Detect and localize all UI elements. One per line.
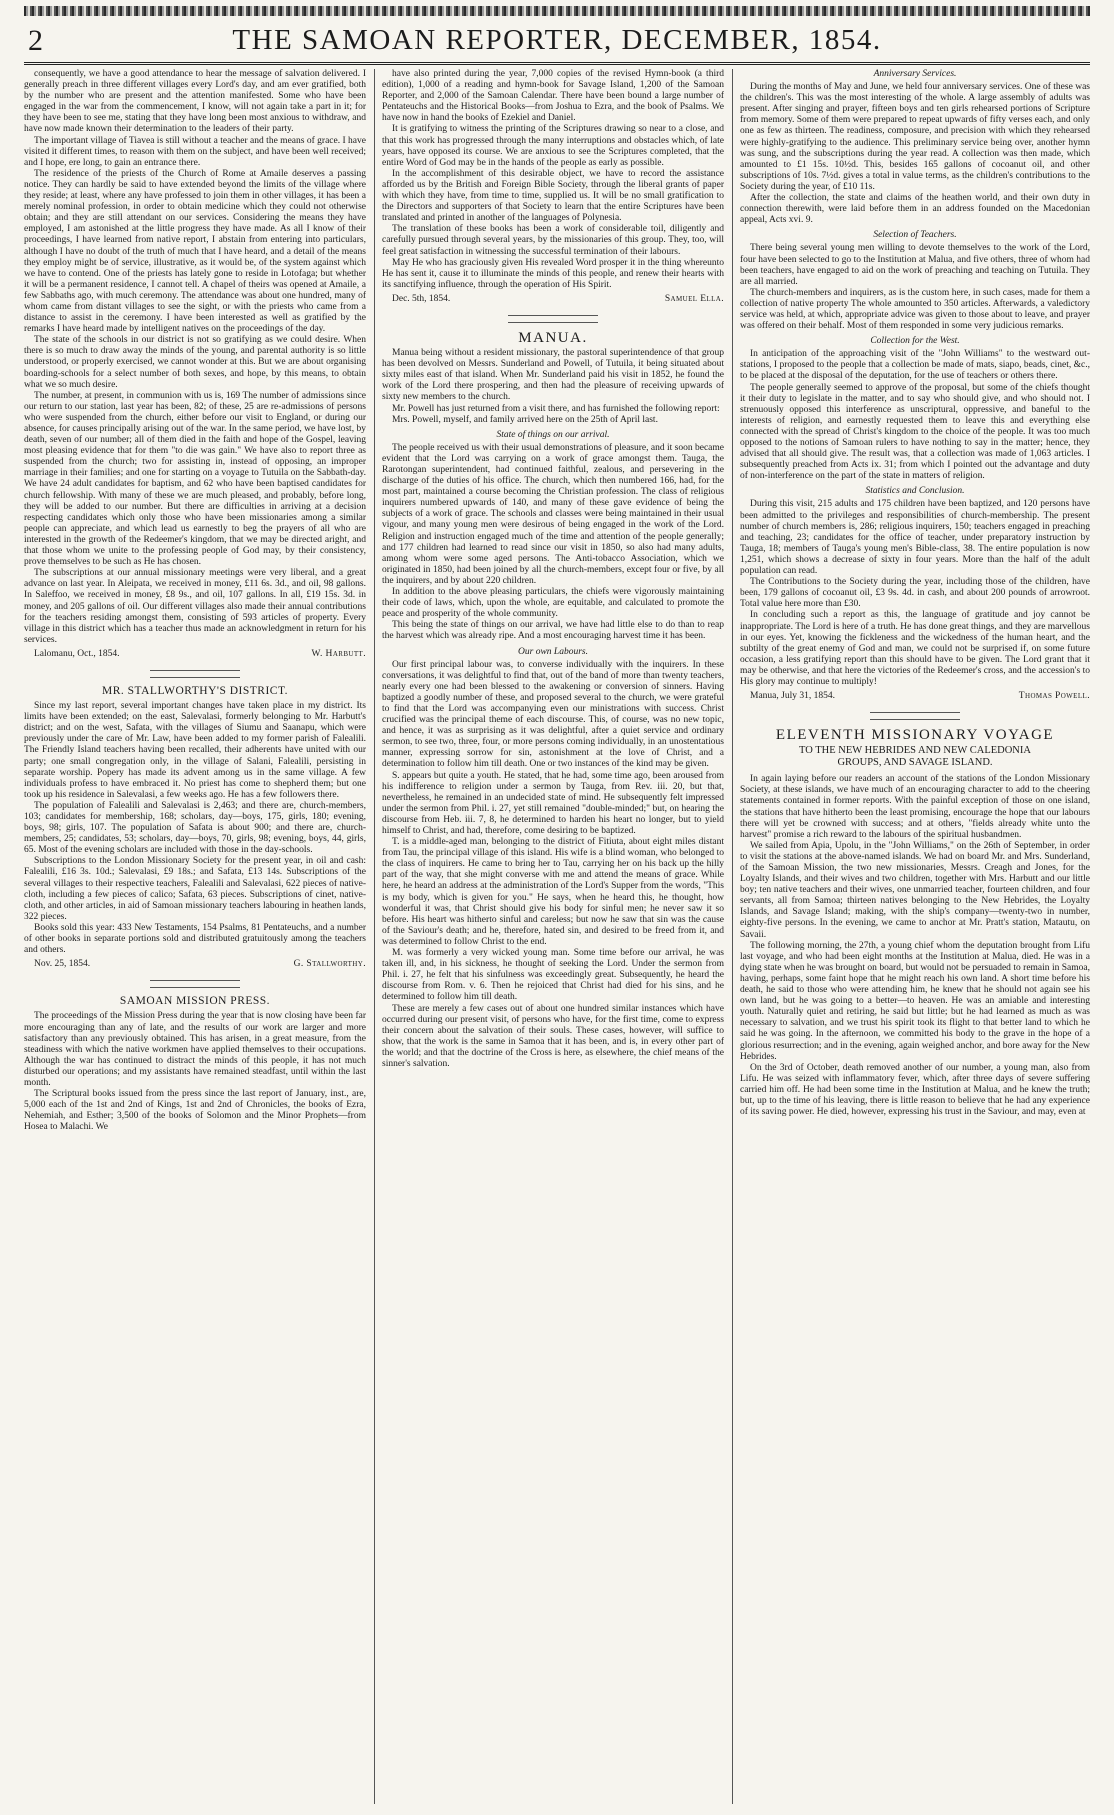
paragraph: On the 3rd of October, death removed another of our number, a young man, also from Lifu. He was seized with inflammatory fever, which, after three days of severe suffering carried him off. He had been some time in the Institution at Malua, and he knew the truth; but, up to the time of his leaving, there is little reason to believe that he had any experience of its saving power. He died, however, expressing his trust in the Saviour, and may, even at [740,1062,1090,1118]
paragraph: M. was formerly a very wicked young man. Some time before our arrival, he was taken ill, and, in his sickness, he thought of seeking the Lord. Under the sermon from Phil. i. 27, he felt that his sinfulness was exceedingly great. Subsequently, he heard the discourse from Rom. v. 6. Then he rejoiced that Christ had died for his sins, and he determined to follow him till death. [382,948,724,1003]
article-body [24,69,366,646]
paragraph: The important village of Tiavea is still without a teacher and the means of grace. I have visited it different times, to reason with them on the subject, and have been well received; and I hope, ere long, to gain an entrance there. [24,135,366,168]
paragraph: We sailed from Apia, Upolu, in the "John Williams," on the 26th of September, in order to visit the stations at the above-named islands. We had on board Mr. and Mrs. Sunderland, of the Samoan Mission, the two new missionaries, Messrs. Creagh and Jones, for the Loyalty Islands, and their wives and two children, together with Mrs. Harbutt and our little boy; ten native teachers and their wives, one unmarried teacher, fourteen children, and four servants, all from Samoa; thirteen natives belonging to the New Hebrides, the Loyalty Islands, and Savage Island; making, with the ship's company—twenty-two in number, eighty-five persons. In the evening, we came to anchor at Mr. Pratt's station, Matautu, on Savaii. [740,840,1090,940]
paragraph: In concluding such a report as this, the language of gratitude and joy cannot be inappropriate. The Lord is here of a truth. He has done great things, and they are marvellous in our eyes. Yet, knowing the fickleness and the wickedness of the human heart, and the subtilty of the great enemy of God and man, we could not be surprised if, on some future occasion, a less gratifying report than this should have to be given. The Lord grant that it may be otherwise, and that here the victories of the Redeemer's cross, and the accession's to His glory may continue to multiply! [740,610,1090,687]
section-divider [150,980,240,988]
article-body [24,701,366,956]
article-body [740,774,1090,1118]
paragraph: The proceedings of the Mission Press during the year that is now closing have been far more encouraging than any of late, and the results of our work are larger and more satisfactory than any previously obtained. This has arisen, in a great measure, from the steadiness with which the native workmen have applied themselves to their occupations. Although the war has continued to distract the minds of this people, it has not much disturbed our operations; and my assistants have remained steadfast, until within the last month. [24,1011,366,1088]
section-heading: SAMOAN MISSION PRESS. [119,995,271,1008]
paragraph: May He who has graciously given His revealed Word prosper it in the thing whereunto He has sent it, cause it to illuminate the minds of this people, and renew their hearts with its sanctifying influence, through the operation of His Spirit. [382,257,724,290]
subsection-heading: Selection of Teachers. [873,230,957,241]
page-number: 2 [28,24,43,57]
paragraph: The state of the schools in our district is not so gratifying as we could desire. When there is so much to draw away the minds of the young, and parental authority is so little understood, or properly exercised, we cannot wonder at this. But we are about organising boarding-schools for a select number of both sexes, and hope, by this means, to obtain what we so much desire. [24,335,366,390]
paragraph: Since my last report, several important changes have taken place in my district. Its limits have been extended; on the east, Salevalasi, formerly belonging to Mr. Harbutt's district; and on the west, Safata, with the villages of Siumu and Saanapu, which were previously under the care of Mr. Law, have been added to my former parish of Falealili. The Friendly Island teachers having been recalled, their adherents have united with our party; one small congregation only, in the village of Salani, Falealili, persisting in separate worship. Popery has made its advent among us in the same village. A few individuals profess to have embraced it. No priest has come to shepherd them; but one took up his residence in Salevalasi, a few weeks ago. He has a few followers there. [24,701,366,800]
paragraph: The residence of the priests of the Church of Rome at Amaile deserves a passing notice. They can hardly be said to have extended beyond the limits of the village where they reside; at least, where any have professed to join them in other villages, it has been a merely nominal profession, in order to obtain medicine which they could not otherwise obtain; and they are still attendant on our services. Considering the means they have employed, I am astonished at the little progress they have made. As all I know of their proceedings, I have learned from native report, I abstain from entering into particulars, although I have no doubt of the truth of much that I have heard, and a detail of the means they employ might be of service, illustrative, as it would be, of the system against which we have to contend. One of the priests has lately gone to reside in Lotofaga; but whether it will be a permanent residence, I cannot tell. A chapel of theirs was opened at Amaile, a few Sabbaths ago, with much ceremony. The attendance was about one hundred, many of whom came from distant villages to see the sight, or with the priests who came from a distance to assist in the ceremony. I have been interested as well as gratified by the remarks I have heard made by intelligent natives on the proceedings of the day. [24,168,366,335]
paragraph: During this visit, 215 adults and 175 children have been baptized, and 120 persons have been admitted to the privileges and responsibilities of church-membership. The present number of church members is, 286; religious inquirers, 150; teachers engaged in preaching and teaching, 23; candidates for the office of teacher, under preparatory instruction by Tauga, 18; members of Tauga's young men's Bible-class, 38. The entire population is now 1,251, which shows a decrease of sixty in four years. More than the half of the adult population can read. [740,499,1090,577]
paragraph: Manua being without a resident missionary, the pastoral superintendence of that group has been devolved on Messrs. Sunderland and Powell, of Tutuila, it being situated about sixty miles east of that island. When Mr. Sunderland paid his visit in 1852, he found the work of the Lord there prospering, and then had the pleasure of receiving upwards of sixty new members to the church. [382,348,724,403]
columns [24,69,1090,1804]
signature-line [740,691,1090,702]
article-body [382,660,724,1070]
subheading-line: GROUPS, AND SAVAGE ISLAND. [837,757,993,769]
signature-line [24,959,366,970]
paragraph: The people received us with their usual demonstrations of pleasure, and it soon became evident that the Lord was carrying on a work of grace amongst them. Tauga, the Rarotongan superintendent, had continued faithful, zealous, and persevering in the discharge of the duties of his office. The church, which then numbered 166, had, for the most part, maintained a course becoming the Christian profession. The class of religious inquirers numbered upwards of 140, and many of these gave evidence of being the subjects of a work of grace. The schools and classes were being maintained in their usual vigour, and many young men were desirous of being engaged in the work of the Lord. Religion and instruction engaged much of the time and attention of the people generally; and 177 children had learned to read since our visit in 1850, so also had many adults, among whom were some aged persons. The Anti-tobacco Association, which we originated in 1850, had been joined by all the church-members, except four or five, by all the inquirers, and by about 220 children. [382,442,724,586]
paragraph: After the collection, the state and claims of the heathen world, and their own duty in connection therewith, were laid before them in an address founded on the Macedonian appeal, Acts xvi. 9. [740,193,1090,226]
signature-line [382,294,724,305]
paragraph: Our first principal labour was, to converse individually with the inquirers. In these conversations, it was delightful to find that, out of the band of more than twenty teachers, nearly every one had been blessed to the awakening or conversion of sinners. Having baptized a goodly number of these, and proposed several to the church, we were grateful to find that the Lord was accompanying even our ministrations with success. Christ crucified was the principal theme of each discourse. This, of course, was no new topic, and hence, it was as surprising as it was delightful, after a quiet service and ordinary sermon, to see two, three, four, or more persons coming individually, in an unostentatious manner, expressing sorrow for sin, astonishment at the love of Christ, and a determination to follow him till death. One or two instances of the kind may be given. [382,659,724,770]
masthead [24,18,1090,65]
signature-line [24,649,366,660]
signature-name: G. Stallworthy. [293,959,366,970]
paragraph: The subscriptions at our annual missionary meetings were very liberal, and a great advance on last year. In Aleipata, we received in money, £11 6s. 3d., and oil, 98 gallons. In Saleffoo, we received in money, £8 9s., and oil, 107 gallons. In all, £19 15s. 3d. in money, and 205 gallons of oil. Our different villages also made their annual contributions for the teachers residing amongst them, consisting of 593 articles of property. Every village in this district which has a teacher thus made an acknowledgment in return for his services. [24,568,366,645]
article-body [740,499,1090,688]
signature-place: Manua, July 31, 1854. [750,691,835,702]
paragraph: In the accomplishment of this desirable object, we have to record the assistance afforded us by the British and Foreign Bible Society, through the liberal grants of paper with which they have, from time to time, supplied us. It will be no small gratification to the Directors and supporters of that Society to learn that the entire Scriptures have been translated and printed in another of the languages of Polynesia. [382,168,724,224]
paragraph: Mr. Powell has just returned from a visit there, and has furnished the following report: [392,403,720,414]
section-heading: MR. STALLWORTHY'S DISTRICT. [101,684,289,697]
signature-place: Nov. 25, 1854. [34,959,91,970]
paragraph: The Contributions to the Society during the year, including those of the children, have been, 179 gallons of cocoanut oil, £3 9s. 4d. in cash, and about 200 pounds of arrowroot. Total value here more than £30. [740,577,1090,610]
paragraph: consequently, we have a good attendance to hear the message of salvation delivered. I generally preach in three different villages every Lord's day, and am ever gratified, both by the number who are present and the attention manifested. Some who have been engaged in the war from the commencement, I know, will not again take a part in it; for they have been to see me, stating that they have long been most anxious to withdraw, and have now made known their determination to the leaders of their party. [24,69,366,135]
subsection-heading: Anniversary Services. [873,69,957,79]
paragraph: T. is a middle-aged man, belonging to the district of Fitiuta, about eight miles distant from Tau, the principal village of this island. His wife is a blind woman, who belonged to the class of inquirers. He came to bring her to Tau, carrying her on his back up the hilly part of the way, that she might converse with me and attend the means of grace. While here, he heard an address at the administration of the Lord's Supper from the words, "This is my body, which is given for you." He says, when he heard this, he thought, how wonderful it was, that Christ should give his body for sinful men; he never saw it so before. His heart was hitherto sinful and careless; but now he saw that sin was the cause of the Saviour's death; and he, therefore, hated sin, and desired to be freed from it, and was determined to follow Christ to the end. [382,837,724,947]
signature-name: Samuel Ella. [664,293,724,304]
paragraph: In anticipation of the approaching visit of the "John Williams" to the westward out-stations, I proposed to the people that a collection be made of mats, siapo, beads, cinet, &c., to be placed at the disposal of the deputation, for the use of teachers or others there. [740,349,1090,382]
paragraph: have also printed during the year, 7,000 copies of the revised Hymn-book (a third edition), 1,000 of a reading and hymn-book for Savage Island, 1,200 of the Samoan Reporter, and 2,000 of the Samoan Calendar. There have been bound a large number of Pentateuchs and the Historical Books—from Joshua to Ezra, and the book of Psalms. We have now in hand the books of Ezekiel and Daniel. [382,69,724,124]
section-divider [870,712,960,720]
signature-place: Lalomanu, Oct., 1854. [34,648,120,659]
paragraph: Subscriptions to the London Missionary Society for the present year, in oil and cash: Falealili, £16 3s. 10d.; Salevalasi, £9 18s.; and Safata, £13 14s. Subscriptions of the several villages to their respective teachers, Falealili and Salevalasi, 622 pieces of native-cloth, including a few pieces of calico; Safata, 63 pieces. Subscriptions of cinet, native-cloth, and other articles, in aid of Samoan missionary teachers labouring in heathen lands, 322 pieces. [24,856,366,922]
article-body [382,348,724,426]
paragraph: The Scriptural books issued from the press since the last report of January, inst., are, 5,000 each of the 1st and 2nd of Kings, 1st and 2nd of Chronicles, the books of Ezra, Nehemiah, and Esther; 3,500 of the books of Solomon and the Minor Prophets—from Hosea to Malachi. We [24,1089,366,1133]
subheading-line: TO THE NEW HEBRIDES AND NEW CALEDONIA [799,745,1031,757]
paragraph: The church-members and inquirers, as is the custom here, in such cases, made for them a collection of native property The whole amounted to 350 articles. Afterwards, a valedictory service was held, at which, appropriate advice was given to those about to leave, and prayer was offered on their behalf. Most of them responded in some very judicious remarks. [740,287,1090,332]
signature-place: Dec. 5th, 1854. [392,293,451,304]
signature-name: Thomas Powell. [1018,691,1090,702]
paragraph: It is gratifying to witness the printing of the Scriptures drawing so near to a close, and that this work has progressed through the many interruptions and obstacles which, of late years, have opposed its course. We are anxious to see the Scriptures completed, that the entire Word of God may be in the hands of the people as early as possible. [382,124,724,168]
section-divider [150,670,240,678]
column-rule [732,69,733,1804]
section-divider [508,315,598,323]
paragraph: The translation of these books has been a work of considerable toil, diligently and carefully pursued through several years, by the missionaries of this group. They, too, will feel great satisfaction in witnessing the successful termination of their labours. [382,224,724,257]
harbutt-report [24,69,366,660]
paragraph: Mrs. Powell, myself, and family arrived here on the 25th of April last. [392,414,658,425]
section-heading: MANUA. [518,329,588,346]
paragraph: The people generally seemed to approve of the proposal, but some of the chiefs thought it their duty to legislate in the matter, and to say who should give, and who should not. I strenuously opposed this interference as unscriptural, oppressive, and baneful to the interests of religion, and earnestly requested them to leave this and everything else connected with the spread of Christ's kingdom to the choice of the people. It was too much opposed to the notions of Samoan rulers to have nothing to say in the matter; hence, they advised that all should give. The result was, that a collection was made of 1,063 articles. I subsequently preached from Acts ix. 31; from which I pointed out the advantage and duty of non-interference on the part of the state in matters of religion. [740,382,1090,482]
subsection-heading: State of things on our arrival. [496,429,610,440]
paragraph: These are merely a few cases out of about one hundred similar instances which have occurred during our present visit, of persons who have, for the first time, come to express their concern about the salvation of their souls. These cases, however, will suffice to show, that the work is the same in Samoa that it has been, and is, in every other part of the world; and that the doctrine of the Cross is here, as elsewhere, the chief means of the sinner's salvation. [382,1003,724,1069]
column-rule [374,69,375,1804]
paragraph: In addition to the above pleasing particulars, the chiefs were vigorously maintaining their code of laws, which, upon the whole, are equitable, and calculated to promote the peace and prosperity of the whole community. [382,587,724,620]
article-body [740,82,1090,226]
column-1 [24,69,366,1804]
article-body [740,243,1090,332]
section-subheading [740,745,1090,769]
signature-name: W. Harbutt. [311,648,366,659]
subsection-heading: Our own Labours. [518,646,588,657]
article-body [382,69,724,291]
page-title: THE SAMOAN REPORTER, DECEMBER, 1854. [232,24,882,56]
paragraph: During the months of May and June, we held four anniversary services. One of these was the children's. This was the most interesting of the whole. A large assembly of adults was present. After singing and prayer, fifteen boys and ten girls rehearsed portions of Scripture from memory. Some of them were prepared to repeat upwards of fifty verses each, and only one as few as thirteen. The readiness, composure, and precision with which they rehearsed were highly-gratifying to the audience. This preliminary service being over, another hymn was sung, and the subscriptions during the year read. A collection was then made, which amounted to £1 15s. 10½d. This, besides 165 gallons of cocoanut oil, and other subscriptions of 10s. 7½d. gives a total in value terms, as the children's contributions to the Society during the year, of £10 11s. [740,82,1090,192]
article-body [24,1011,366,1133]
subsection-heading: Collection for the West. [870,336,960,347]
paragraph: The following morning, the 27th, a young chief whom the deputation brought from Lifu last voyage, and who had been eight months at the Institution at Malua, died. He was in a dying state when he was brought on board, but would not be persuaded to remain in Samoa, having, perhaps, some faint hope that he might reach his own land. A short time before his death, he said to those who were attending him, he knew that he should not again see his own land, but he was going to a better—to heaven. He was an amiable and interesting youth. Naturally quiet and retiring, he said but little; but he had learned as much as was necessary to salvation, and we trust his spirit took its flight to that better land to which he said he was going. In the afternoon, we committed his body to the grave in the hope of a glorious resurrection; and in the evening, again weighed anchor, and bore away for the New Hebrides. [740,940,1090,1062]
paragraph: S. appears but quite a youth. He stated, that he had, some time ago, been aroused from his indifference to religion under a sermon by Tauga, from Rev. iii. 20, but that, nevertheless, he remained in an undecided state of mind. He subsequently felt impressed under the sermon from Phil. i. 27, yet still remained "double-minded;" but, on hearing the discourse from Heb. iii. 7, 8, he determined to harden his heart no longer, but to yield himself to Christ, and had, therefore, come desiring to be baptized. [382,770,724,836]
paragraph: The population of Falealili and Salevalasi is 2,463; and there are, church-members, 103; candidates for membership, 168; scholars, day—boys, 175, girls, 180; evening, boys, 98; girls, 107. The population of Safata is about 900; and there are, church-members, 25; candidates, 53; scholars, day—boys, 70, girls, 98; evening, boys, 44, girls, 65. Most of the evening scholars are included with those in the day-schools. [24,800,366,856]
top-border-rule [24,6,1090,16]
paragraph: Books sold this year: 433 New Testaments, 154 Psalms, 81 Pentateuchs, and a number of other books in separate portions sold and distributed gratuitously among the teachers and others. [24,922,366,956]
paragraph: This being the state of things on our arrival, we have had little else to do than to reap the harvest which was already ripe. And a most encouraging harvest time it has been. [382,620,724,642]
paragraph: In again laying before our readers an account of the stations of the London Missionary Society, at these islands, we have much of an encouraging character to add to the cheering statements contained in former reports. With the painful exception of those on one island, the stations that have hitherto been the least promising, encourage the hope that our labours there will yet be crowned with success; and at others, "fields already white unto the harvest" promise a rich reward to the labours of the spiritual husbandmen. [740,774,1090,840]
column-3 [740,69,1090,1804]
article-body [382,443,724,643]
paragraph: The number, at present, in communion with us is, 169 The number of admissions since our return to our station, last year has been, 82; of these, 25 are re-admissions of persons who were suspended from the church, either before our visit to England, or during our absence, for causes principally arising out of the war. In the same period, we have lost, by death, seven of our number; all of them died in the faith and hope of the Gospel, leaving most pleasing evidence that for them "to die was gain." We have also to report three as suspended from the church; two for assisting in, instead of opposing, an improper marriage in their families; and one for starting on a voyage to Tutuila on the Sabbath-day. We have 24 adult candidates for baptism, and 62 who have been baptised candidates for church fellowship. With many of these we are much pleased, and probably, before long, they will be added to our number. But there are difficulties in arriving at a decision respecting candidates which only those who have been missionaries among a similar people can appreciate, and which lead us earnestly to beg the prayers of all who are interested in the growth of the Redeemer's kingdom, that we may be directed aright, and that those whom we unite to the professing people of God may, by their consistency, prove themselves to be such as He has chosen. [24,390,366,568]
subsection-heading: Statistics and Conclusion. [865,486,965,497]
article-body [740,349,1090,482]
section-heading: ELEVENTH MISSIONARY VOYAGE [775,727,1055,744]
column-2 [382,69,724,1804]
paragraph: There being several young men willing to devote themselves to the work of the Lord, four have been selected to go to the Institution at Malua, and five others, three of whom had been teachers, have engaged to aid on the work of preaching and teaching on Tutuila. They are all married. [740,243,1090,287]
